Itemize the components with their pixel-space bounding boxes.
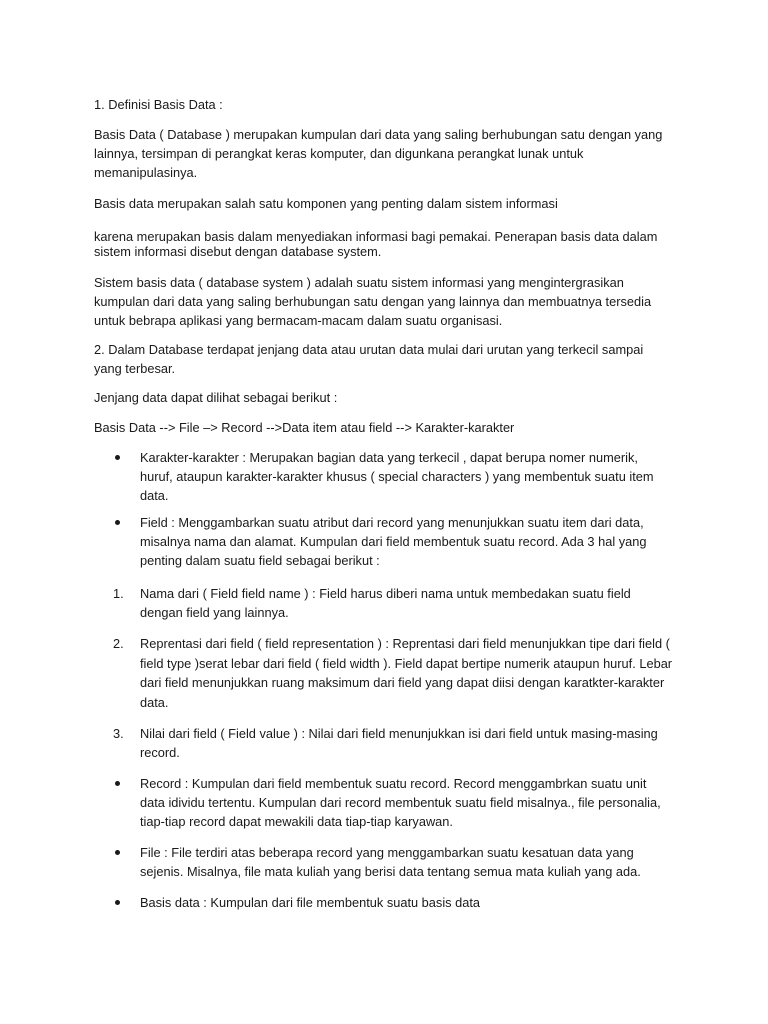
list-item-text: Nilai dari field ( Field value ) : Nilai dari field menunjukkan isi dari field untuk masing-masing record.	[140, 726, 658, 760]
list-item-text: Nama dari ( Field field name ) : Field harus diberi nama untuk membedakan suatu field dengan field yang lainnya.	[140, 586, 631, 620]
paragraph-definisi-basis-data: Basis Data ( Database ) merupakan kumpulan dari data yang saling berhubungan satu dengan yang lainnya, tersimpan di perangkat keras komputer, dan digunkana perangkat lunak untuk memanipulasinya.	[94, 127, 663, 180]
list-item-karakter	[94, 448, 673, 505]
paragraph-jenjang-intro: Jenjang data dapat dilihat sebagai berikut :	[94, 390, 338, 405]
bullet-icon	[115, 900, 120, 905]
list-number: 3.	[113, 726, 124, 741]
list-item-text: Basis data : Kumpulan dari file membentuk suatu basis data	[140, 895, 481, 910]
numbered-item-nama-field	[94, 584, 673, 622]
list-number: 2.	[113, 636, 124, 651]
list-item-text: Field : Menggambarkan suatu atribut dari record yang menunjukkan suatu item dari data, misalnya nama dan alamat. Kumpulan dari field membentuk suatu record. Ada 3 hal yang penting dalam suatu field sebagai berikut :	[140, 515, 647, 568]
list-item-text: Record : Kumpulan dari field membentuk suatu record. Record menggambrkan suatu unit data idividu tertentu. Kumpulan dari record membentuk suatu field misalnya., file personalia, tiap-tiap record dapat mewakili data tiap-tiap karyawan.	[140, 776, 661, 829]
numbered-item-representasi-field	[94, 634, 673, 712]
paragraph-komponen-sistem-informasi: Basis data merupakan salah satu komponen yang penting dalam sistem informasi	[94, 196, 558, 211]
section-heading-definisi: 1. Definisi Basis Data :	[94, 97, 223, 112]
section-heading-jenjang-data: 2. Dalam Database terdapat jenjang data atau urutan data mulai dari urutan yang terkecil sampai yang terbesar.	[94, 342, 644, 376]
list-item-text: Karakter-karakter : Merupakan bagian data yang terkecil , dapat berupa nomer numerik, huruf, ataupun karakter-karakter khusus ( special characters ) yang membentuk suatu item data.	[140, 450, 654, 503]
list-item-field	[94, 513, 673, 570]
list-item-record	[94, 774, 673, 831]
paragraph-jenjang-hierarchy: Basis Data --> File –> Record -->Data item atau field --> Karakter-karakter	[94, 420, 515, 435]
paragraph-sistem-basis-data: Sistem basis data ( database system ) adalah suatu sistem informasi yang mengintergrasikan kumpulan dari data yang saling berhubungan satu dengan yang lainnya dan membuatnya tersedia untuk bebrapa aplikasi yang bermacam-macam dalam suatu organisasi.	[94, 275, 652, 328]
paragraph-database-system: karena merupakan basis dalam menyediakan informasi bagi pemakai. Penerapan basis data dalam sistem informasi disebut dengan database system.	[94, 229, 658, 259]
bullet-icon	[115, 455, 120, 460]
list-item-text: File : File terdiri atas beberapa record yang menggambarkan suatu kesatuan data yang sejenis. Misalnya, file mata kuliah yang berisi data tentang semua mata kuliah yang ada.	[140, 845, 641, 879]
numbered-item-nilai-field	[94, 724, 673, 762]
list-item-text: Reprentasi dari field ( field representation ) : Reprentasi dari field menunjukkan tipe dari field ( field type )serat lebar dari field ( field width ). Field dapat bertipe numerik ataupun huruf. Lebar dari field menunjukkan ruang maksimum dari field yang dapat diisi dengan karatkter-karakter data.	[140, 636, 673, 710]
list-item-basis-data	[94, 893, 673, 912]
list-number: 1.	[113, 586, 124, 601]
bullet-icon	[115, 520, 120, 525]
bullet-icon	[115, 781, 120, 786]
bullet-icon	[115, 850, 120, 855]
list-item-file	[94, 843, 673, 881]
